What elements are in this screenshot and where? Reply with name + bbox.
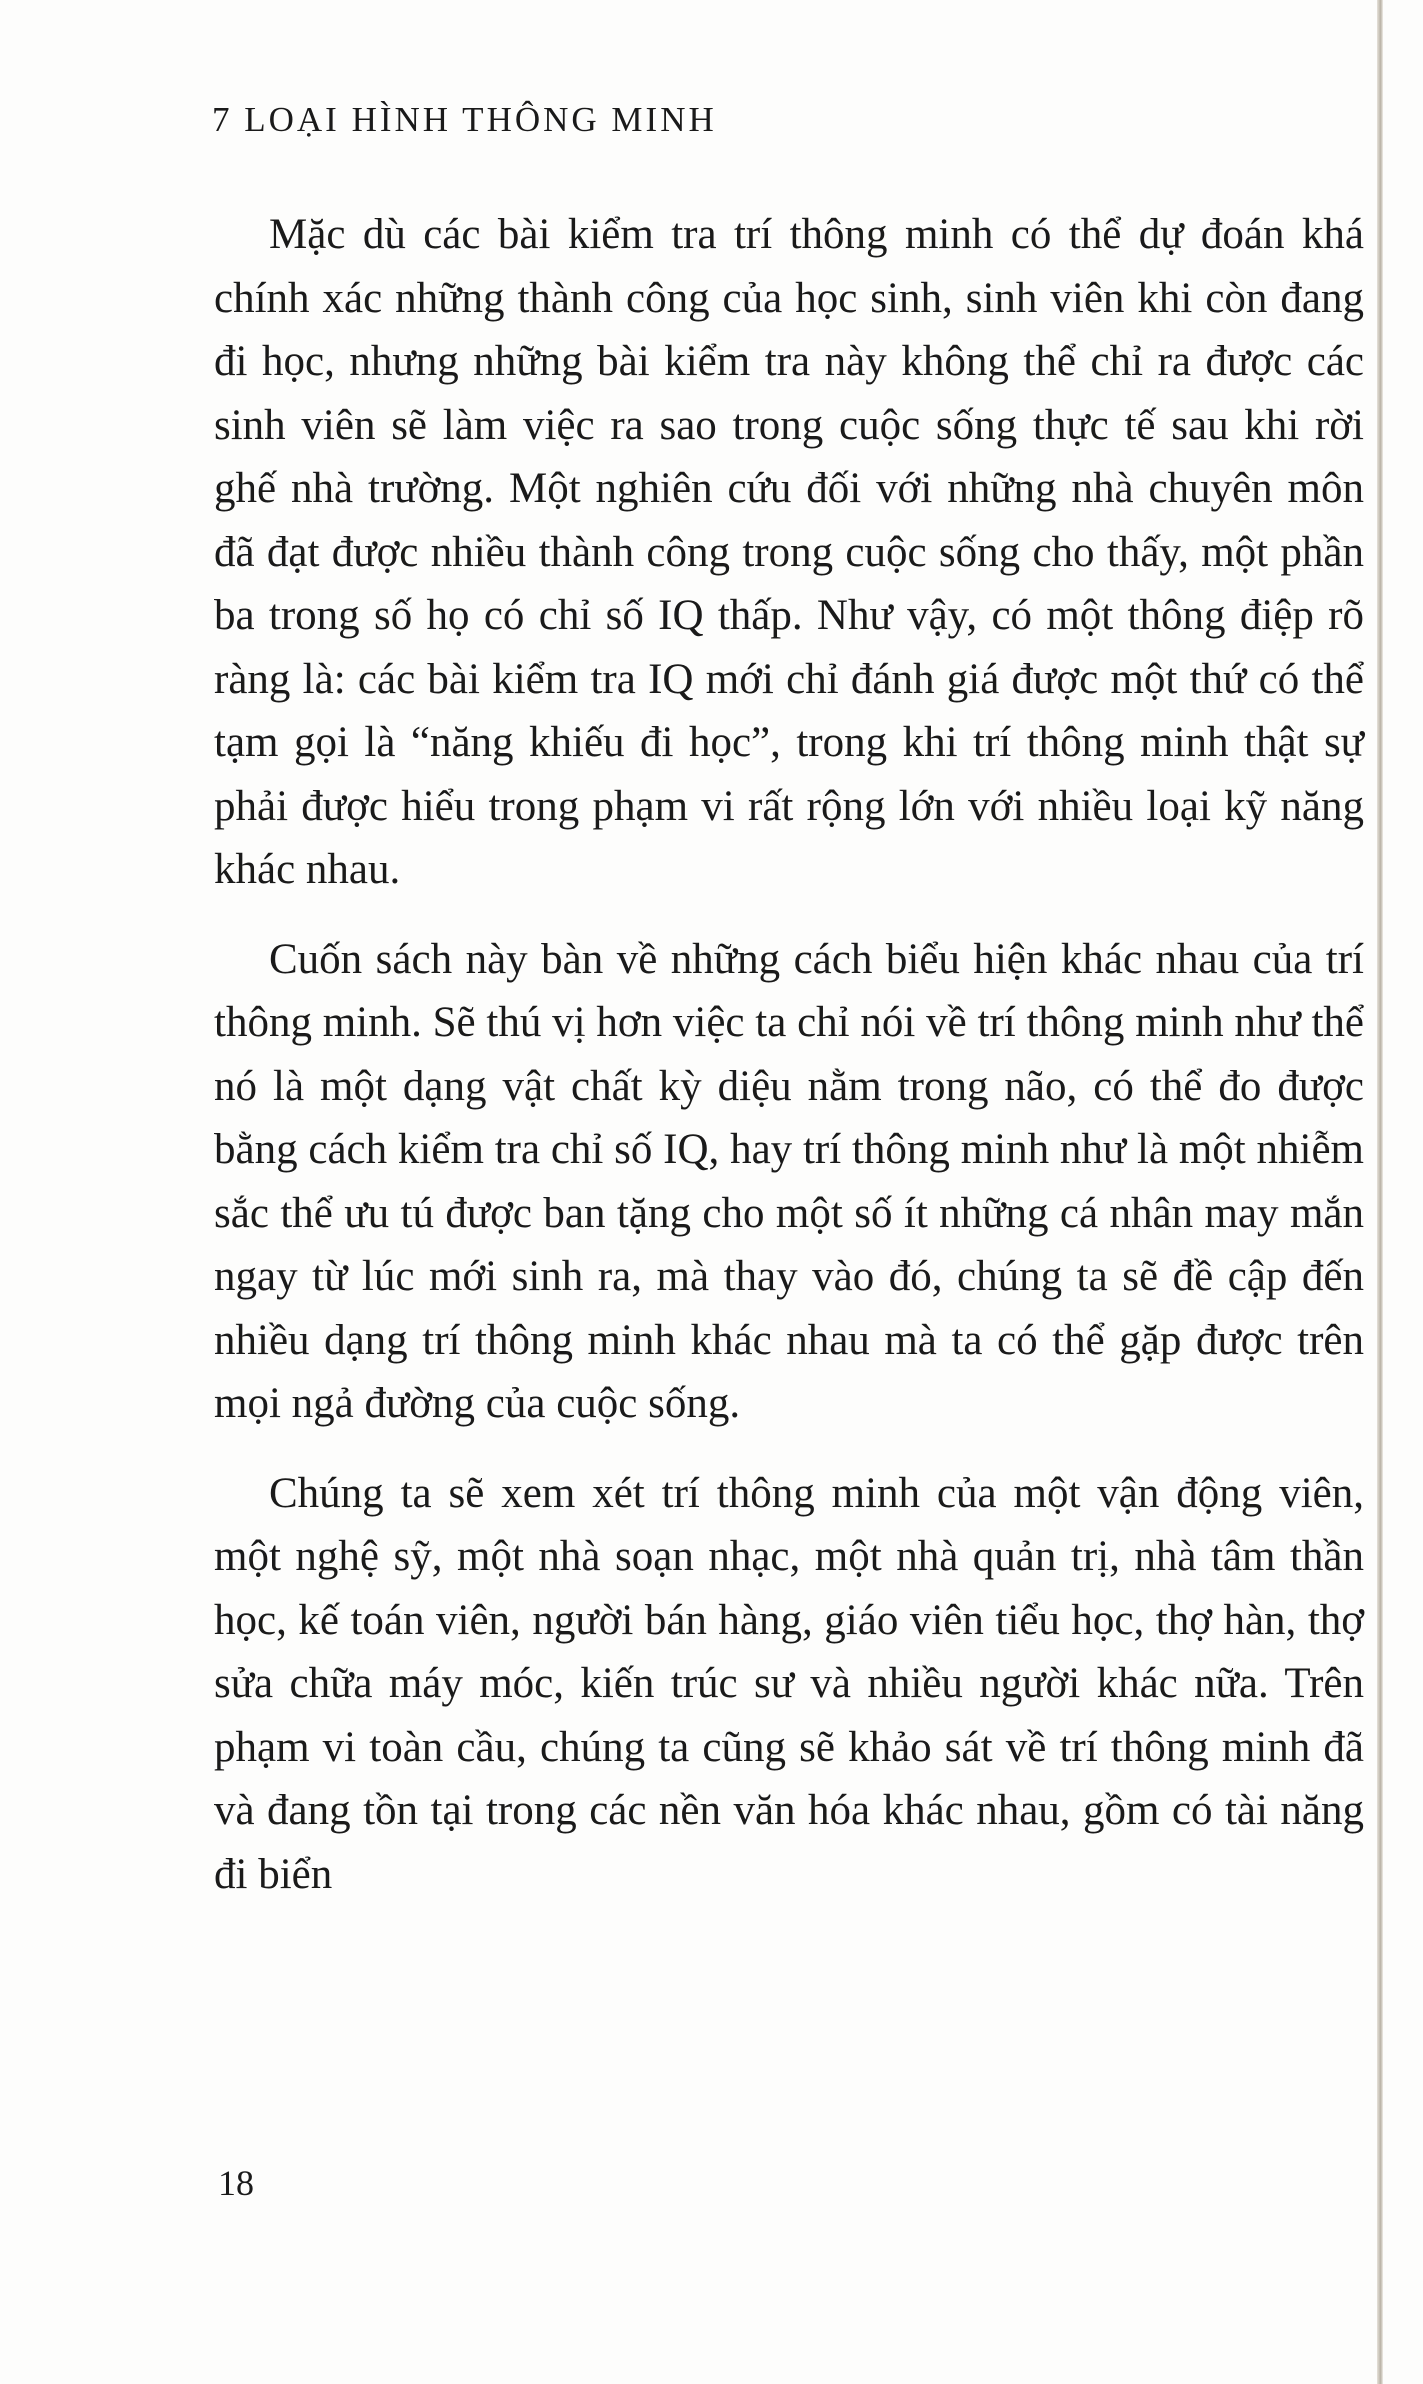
body-text xyxy=(214,203,1364,1906)
paragraph-3: Chúng ta sẽ xem xét trí thông minh của một vận động viên, một nghệ sỹ, một nhà soạn nhạc, một nhà quản trị, nhà tâm thần học, kế toán viên, người bán hàng, giáo viên tiểu học, thợ hàn, thợ sửa chữa máy móc, kiến trúc sư và nhiều người khác nữa. Trên phạm vi toàn cầu, chúng ta cũng sẽ khảo sát về trí thông minh đã và đang tồn tại trong các nền văn hóa khác nhau, gồm có tài năng đi biển xyxy=(214,1469,1364,1898)
paragraph-1: Mặc dù các bài kiểm tra trí thông minh có thể dự đoán khá chính xác những thành công của học sinh, sinh viên khi còn đang đi học, nhưng những bài kiểm tra này không thể chỉ ra được các sinh viên sẽ làm việc ra sao trong cuộc sống thực tế sau khi rời ghế nhà trường. Một nghiên cứu đối với những nhà chuyên môn đã đạt được nhiều thành công trong cuộc sống cho thấy, một phần ba trong số họ có chỉ số IQ thấp. Như vậy, có một thông điệp rõ ràng là: các bài kiểm tra IQ mới chỉ đánh giá được một thứ có thể tạm gọi là “năng khiếu đi học”, trong khi trí thông minh thật sự phải được hiểu trong phạm vi rất rộng lớn với nhiều loại kỹ năng khác nhau. xyxy=(214,211,1364,893)
page-edge-shadow xyxy=(1377,0,1383,2384)
page-number: 18 xyxy=(218,2163,254,2203)
running-header: 7 LOẠI HÌNH THÔNG MINH xyxy=(212,100,717,139)
paragraph-2: Cuốn sách này bàn về những cách biểu hiện khác nhau của trí thông minh. Sẽ thú vị hơn việc ta chỉ nói về trí thông minh như thể nó là một dạng vật chất kỳ diệu nằm trong não, có thể đo được bằng cách kiểm tra chỉ số IQ, hay trí thông minh như là một nhiễm sắc thể ưu tú được ban tặng cho một số ít những cá nhân may mắn ngay từ lúc mới sinh ra, mà thay vào đó, chúng ta sẽ đề cập đến nhiều dạng trí thông minh khác nhau mà ta có thể gặp được trên mọi ngả đường của cuộc sống. xyxy=(214,935,1364,1427)
